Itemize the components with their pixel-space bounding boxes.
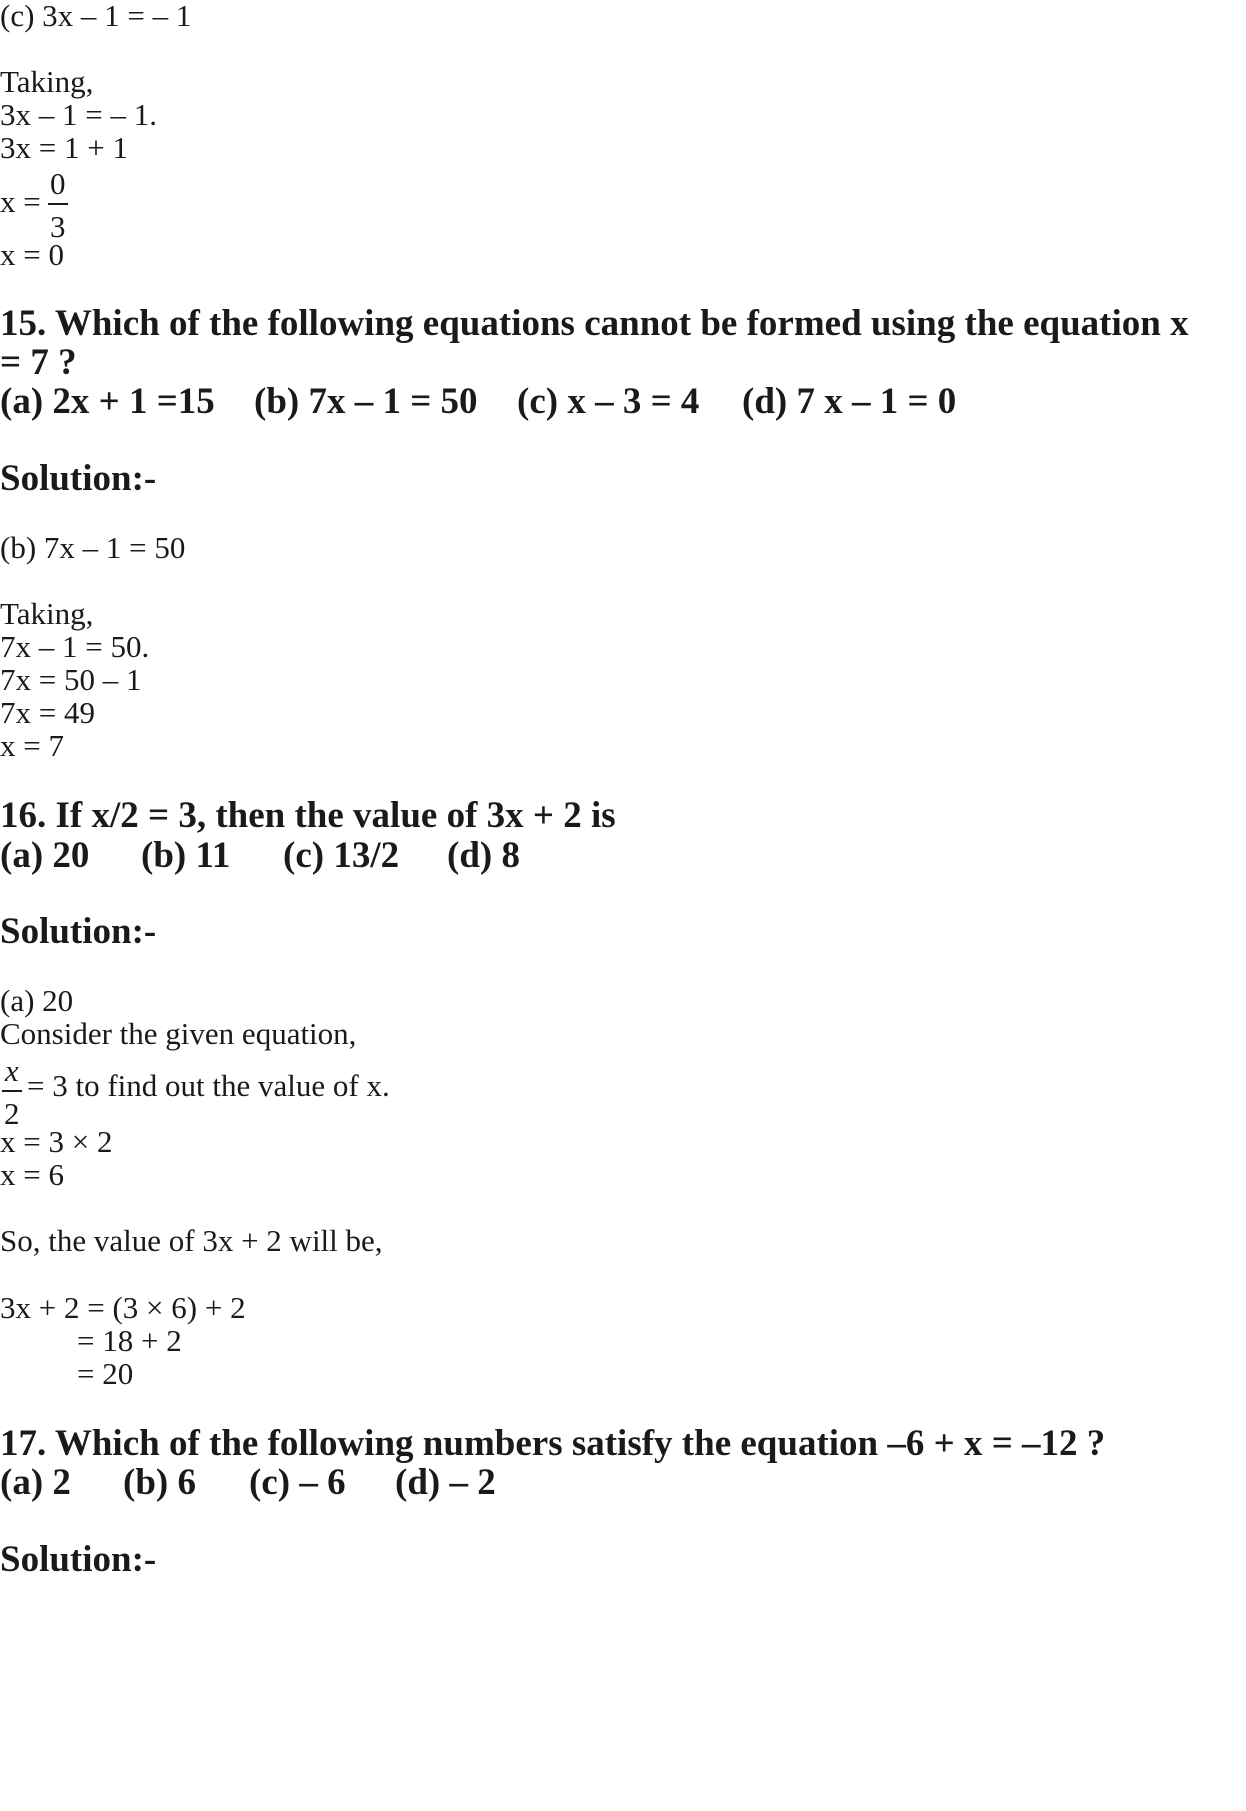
question-17-option-a: (a) 2 — [0, 1462, 71, 1503]
step-line: 7x – 1 = 50. — [0, 629, 150, 664]
question-15-option-c: (c) x – 3 = 4 — [517, 381, 700, 422]
step-line: 3x – 1 = – 1. — [0, 97, 157, 132]
step-line: x = 0 — [0, 237, 64, 272]
step-line: x = 6 — [0, 1157, 64, 1192]
step-line: x = 7 — [0, 728, 64, 763]
fraction — [48, 168, 68, 242]
fraction-suffix: = 3 to find out the value of x. — [27, 1068, 390, 1103]
calc-line: = 18 + 2 — [77, 1323, 182, 1358]
question-17-option-c: (c) – 6 — [249, 1462, 346, 1503]
question-15-option-d: (d) 7 x – 1 = 0 — [742, 381, 957, 422]
question-16-option-c: (c) 13/2 — [283, 835, 400, 876]
step-line: 7x = 50 – 1 — [0, 662, 142, 697]
calc-line: 3x + 2 = (3 × 6) + 2 — [0, 1290, 246, 1325]
taking-label: Taking, — [0, 64, 94, 99]
calc-line: = 20 — [77, 1356, 134, 1391]
fraction-prefix: x = — [0, 184, 41, 219]
question-15-text-continued: = 7 ? — [0, 342, 77, 383]
step-line: x = 3 × 2 — [0, 1124, 113, 1159]
question-15-option-b: (b) 7x – 1 = 50 — [254, 381, 478, 422]
consider-line: Consider the given equation, — [0, 1016, 357, 1051]
fraction-bar — [2, 1090, 22, 1092]
fraction-numerator: x — [4, 1053, 19, 1088]
step-line: 3x = 1 + 1 — [0, 130, 128, 165]
previous-answer-option: (c) 3x – 1 = – 1 — [0, 0, 192, 33]
solution-heading: Solution:- — [0, 1539, 157, 1580]
question-16-option-b: (b) 11 — [141, 835, 231, 876]
question-16-option-d: (d) 8 — [447, 835, 520, 876]
question-15-text: 15. Which of the following equations cannot be formed using the equation x — [0, 303, 1189, 344]
solution-answer: (b) 7x – 1 = 50 — [0, 530, 186, 565]
question-17-option-b: (b) 6 — [123, 1462, 196, 1503]
fraction-denominator: 3 — [50, 209, 66, 244]
fraction — [2, 1055, 22, 1129]
so-line: So, the value of 3x + 2 will be, — [0, 1223, 383, 1258]
question-17-text: 17. Which of the following numbers satisfy the equation –6 + x = –12 ? — [0, 1423, 1106, 1464]
fraction-denominator: 2 — [4, 1096, 20, 1131]
question-15-option-a: (a) 2x + 1 =15 — [0, 381, 215, 422]
solution-heading: Solution:- — [0, 458, 157, 499]
question-17-option-d: (d) – 2 — [395, 1462, 496, 1503]
fraction-numerator: 0 — [50, 166, 66, 201]
solution-heading: Solution:- — [0, 911, 157, 952]
solution-answer: (a) 20 — [0, 983, 74, 1018]
fraction-bar — [48, 203, 68, 205]
question-16-option-a: (a) 20 — [0, 835, 90, 876]
taking-label: Taking, — [0, 596, 94, 631]
step-line: 7x = 49 — [0, 695, 95, 730]
question-16-text: 16. If x/2 = 3, then the value of 3x + 2 is — [0, 795, 616, 836]
